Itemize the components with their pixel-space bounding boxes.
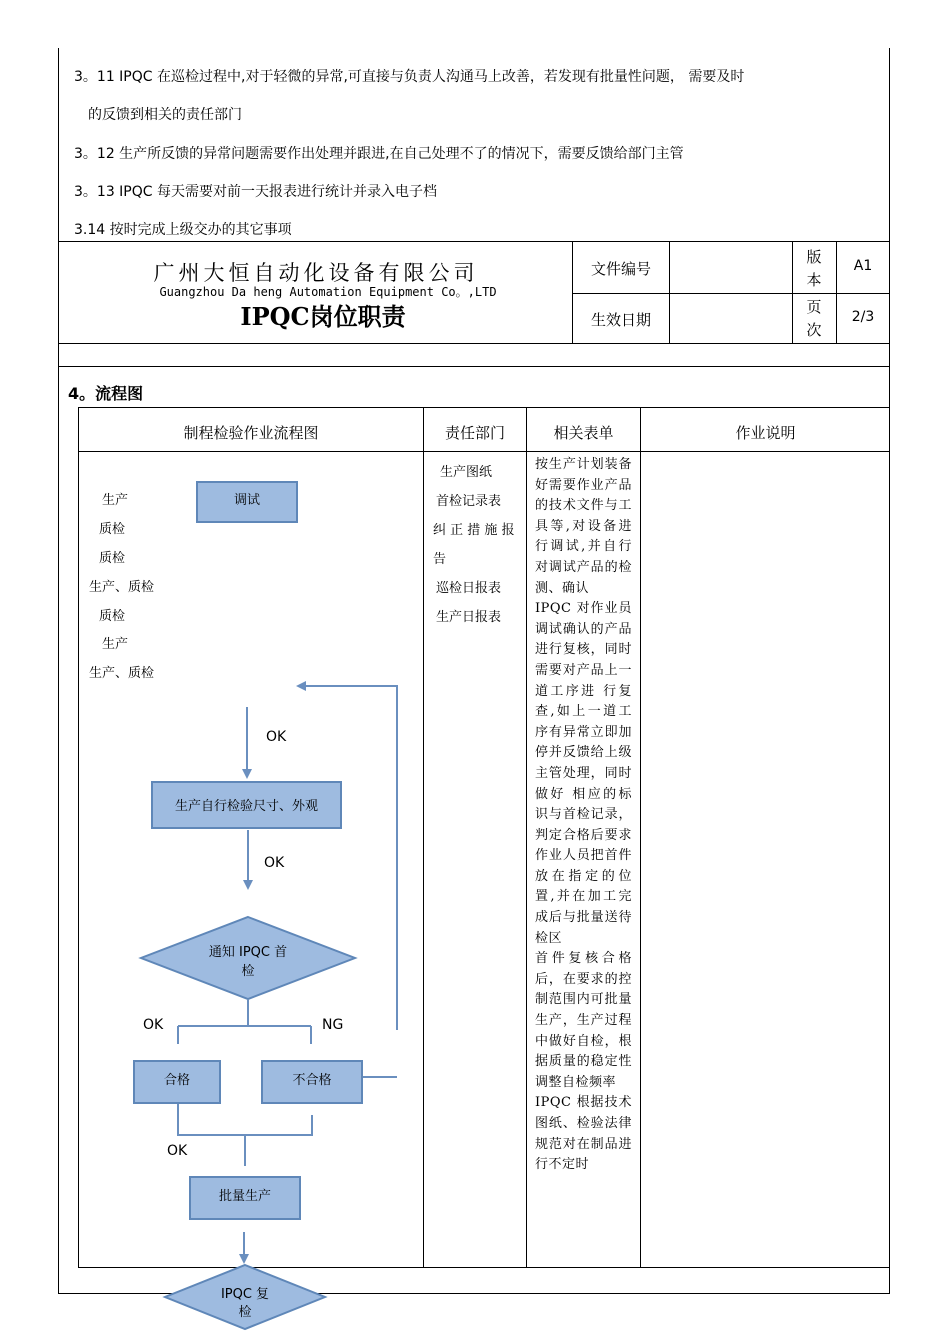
page-label: 页次 [806, 298, 822, 339]
debug-box-label: 调试 [233, 493, 260, 508]
merge-lines [178, 1103, 312, 1166]
version-value: A1 [853, 258, 873, 274]
document-title: IPQC岗位职责 [240, 302, 406, 331]
description-paragraph: 按生产计划装备好需要作业产品的技术文件与工具等,对设备进行调试,并自行对调试产品的检测、确认 [535, 457, 632, 596]
form-item: 生产日报表 [436, 610, 502, 625]
col-header-forms: 相关表单 [553, 424, 614, 442]
form-item: 纠 正 措 施 报 [433, 523, 515, 538]
duty-item-3-11-line2: 的反馈到相关的责任部门 [88, 107, 242, 123]
ipqc-recheck-label: IPQC 复检 [220, 1287, 270, 1320]
ok-label: OK [167, 1143, 188, 1159]
description-paragraph: 首件复核合格后，在要求的控制范围内可批量生产，生产过程中做好自检，根据质量的稳定性调整自检频率 [535, 951, 632, 1090]
department-item: 质检 [99, 609, 126, 624]
fail-box [261, 1060, 363, 1104]
department-item: 生产、质检 [89, 666, 155, 681]
col-header-dept: 责任部门 [444, 424, 505, 442]
company-name-cn: 广州大恒自动化设备有限公司 [153, 261, 479, 285]
col-header-desc: 作业说明 [735, 424, 796, 442]
form-item: 首检记录表 [436, 494, 502, 509]
department-item: 质检 [99, 551, 126, 566]
ok-label: OK [143, 1017, 164, 1033]
duty-item-3-13: 3。13 IPQC 每天需要对前一天报表进行统计并录入电子档 [74, 184, 437, 200]
ok-label: OK [266, 729, 287, 745]
form-item: 巡检日报表 [436, 581, 502, 596]
effective-date-label: 生效日期 [590, 311, 651, 329]
form-item: 告 [433, 552, 447, 567]
duty-item-3-14: 3.14 按时完成上级交办的其它事项 [74, 222, 292, 238]
pass-box-label: 合格 [163, 1073, 190, 1088]
description-paragraph: IPQC 根据技术图纸、检验法律规范对在制品进行不定时 [535, 1095, 632, 1173]
self-check-box-label: 生产自行检验尺寸、外观 [174, 799, 318, 814]
debug-box [196, 481, 298, 523]
pass-box [133, 1060, 221, 1104]
loop-back-line [298, 686, 397, 1030]
file-number-label: 文件编号 [590, 260, 651, 278]
department-item: 生产、质检 [89, 580, 155, 595]
form-item: 生产图纸 [440, 465, 493, 480]
notify-ipqc-label: 通知 IPQC 首检 [208, 945, 288, 979]
branch-lines [178, 1000, 311, 1044]
mass-production-label: 批量生产 [218, 1189, 271, 1204]
mass-production-box [189, 1176, 301, 1220]
company-name-en: Guangzhou Da heng Automation Equipment Co。,LTD [159, 285, 497, 299]
page-value: 2/3 [851, 309, 875, 325]
department-item: 生产 [102, 493, 129, 508]
ng-label: NG [322, 1017, 344, 1033]
section-title: 4。流程图 [68, 384, 144, 403]
description-paragraph: IPQC 对作业员调试确认的产品进行复核，同时需要对产品上一道工序进 行复查,如上一道工序有异常立即加停并反馈给上级主管处理，同时做好 相应的标识与首检记录，判定合格后要求作业人员把首件放在指定的位置,并在加工完成后与批量送待检区 [535, 601, 632, 946]
version-label: 版本 [806, 248, 822, 289]
department-item: 生产 [102, 637, 129, 652]
duty-item-3-12: 3。12 生产所反馈的异常问题需要作出处理并跟进,在自己处理不了的情况下，需要反馈给部门主管 [74, 146, 684, 162]
department-item: 质检 [99, 522, 126, 537]
duty-item-3-11-line1: 3。11 IPQC 在巡检过程中,对于轻微的异常,可直接与负责人沟通马上改善，若发现有批量性问题， 需要及时 [74, 69, 745, 85]
fail-box-label: 不合格 [292, 1073, 332, 1088]
ok-label: OK [264, 855, 285, 871]
col-header-flow: 制程检验作业流程图 [183, 424, 319, 442]
self-check-box [151, 781, 342, 829]
